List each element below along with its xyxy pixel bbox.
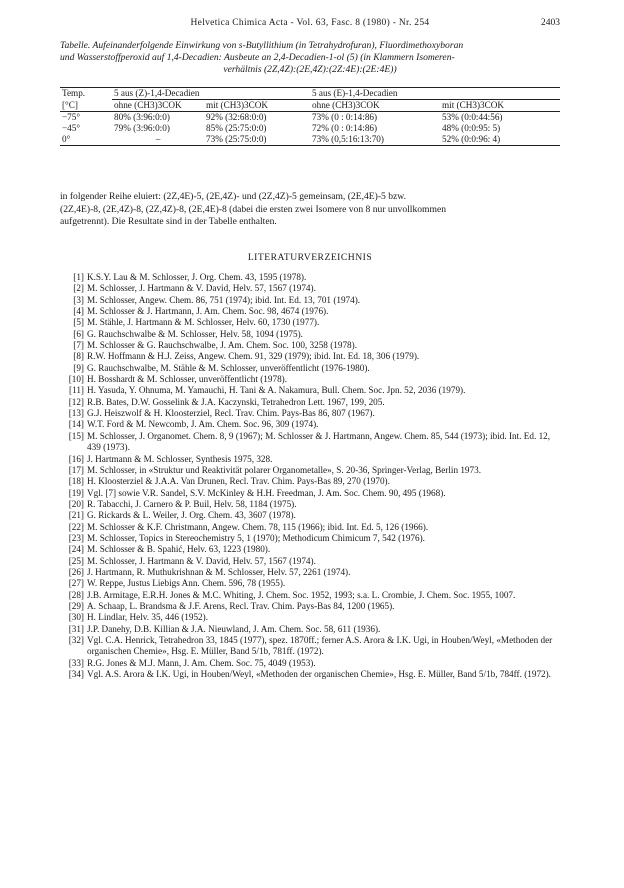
table-cell: 92% (32:68:0:0) xyxy=(206,112,267,122)
reference-number: [27] xyxy=(68,578,84,589)
reference-text: M. Schlosser, J. Organomet. Chem. 8, 9 (1967); M. Schlosser & J. Hartmann, Angew. Chem. 85, 544 (1973); ibid. Int. Ed. 12, 439 (1973). xyxy=(87,430,551,453)
reference-item xyxy=(60,533,560,544)
reference-number: [21] xyxy=(68,510,84,521)
reference-item xyxy=(60,408,560,419)
reference-number: [34] xyxy=(68,669,84,680)
table-cell: 79% (3:96:0:0) xyxy=(114,123,170,133)
reference-item xyxy=(60,306,560,317)
page-number: 2403 xyxy=(541,18,560,28)
reference-item xyxy=(60,397,560,408)
paragraph-line: aufgetrennt). Die Resultate sind in der Tabelle enthalten. xyxy=(60,216,277,227)
reference-number: [18] xyxy=(68,476,84,487)
table-header-row xyxy=(60,100,560,112)
reference-item xyxy=(60,465,560,476)
reference-text: M. Schlosser & K.F. Christmann, Angew. Chem. 78, 115 (1966); ibid. Int. Ed. 5, 126 (1966). xyxy=(87,521,429,532)
reference-number: [8] xyxy=(73,351,84,362)
reference-number: [33] xyxy=(68,657,84,668)
table-cell: 73% (25:75:0:0) xyxy=(204,134,310,146)
column-header: mit (CH3)3COK xyxy=(440,100,560,112)
reference-text: M. Schlosser, J. Hartmann & V. David, Helv. 57, 1567 (1974). xyxy=(87,555,316,566)
reference-number: [11] xyxy=(69,385,84,396)
reference-item xyxy=(60,317,560,328)
reference-text: M. Schlosser & J. Hartmann, J. Am. Chem. Soc. 98, 4674 (1976). xyxy=(87,306,329,317)
body-paragraph xyxy=(60,191,560,229)
reference-text: R.B. Bates, D.W. Gosselink & J.A. Kaczynski, Tetrahedron Lett. 1967, 199, 205. xyxy=(87,396,385,407)
reference-text: M. Stähle, J. Hartmann & M. Schlosser, Helv. 60, 1730 (1977). xyxy=(87,317,320,328)
reference-item xyxy=(60,476,560,487)
table-row xyxy=(60,134,560,146)
reference-number: [14] xyxy=(68,419,84,430)
paragraph-line: in folgender Reihe eluiert: (2Z,4E)-5, (2E,4Z)- und (2Z,4Z)-5 gemeinsam, (2E,4E)-5 bzw. xyxy=(60,191,406,202)
reference-text: J. Hartmann & M. Schlosser, Synthesis 1975, 328. xyxy=(87,453,273,464)
table-cell: −75° xyxy=(62,112,81,122)
reference-text: M. Schlosser & B. Spahić, Helv. 63, 1223 (1980). xyxy=(87,544,271,555)
reference-text: J.P. Danehy, D.B. Killian & J.A. Nieuwland, J. Am. Chem. Soc. 58, 611 (1936). xyxy=(87,623,381,634)
reference-number: [6] xyxy=(73,328,84,339)
caption-line: und Wasserstoffperoxid auf 1,4-Decadien: Ausbeute an 2,4-Decadien-1-ol (5) (in Klammern Isomeren- xyxy=(60,52,455,63)
table-cell: – xyxy=(112,134,204,146)
table-caption xyxy=(60,40,560,76)
column-header: Temp. xyxy=(60,88,112,100)
reference-text: J. Hartmann, R. Muthukrishnan & M. Schlosser, Helv. 57, 2261 (1974). xyxy=(87,566,351,577)
reference-number: [16] xyxy=(68,453,84,464)
paragraph-line: (2Z,4E)-8, (2E,4Z)-8, (2Z,4Z)-8, (2E,4E)-8 (dabei die ersten zwei Isomere von 8 nur unvollkommen xyxy=(60,203,447,215)
caption-line: verhältnis (2Z,4Z):(2E,4Z):(2Z:4E):(2E:4E)) xyxy=(223,64,397,75)
references-heading: LITERATURVERZEICHNIS xyxy=(247,252,373,263)
reference-item xyxy=(60,567,560,578)
reference-text: Vgl. [7] sowie V.R. Sandel, S.V. McKinley & H.H. Freedman, J. Am. Soc. Chem. 90, 495 (1968). xyxy=(87,487,446,498)
reference-text: M. Schlosser, in «Struktur und Reaktivität polarer Organometalle», S. 20-36, Springer-Verlag, Berlin 1973. xyxy=(87,464,482,475)
reference-number: [22] xyxy=(68,521,84,532)
table-row xyxy=(60,112,560,124)
reference-item xyxy=(60,351,560,362)
reference-item xyxy=(60,329,560,340)
reference-item xyxy=(60,669,560,680)
table-cell: 85% (25:75:0:0) xyxy=(206,123,267,133)
journal-title: Helvetica Chimica Acta - Vol. 63, Fasc. 8 (1980) - Nr. 254 xyxy=(190,18,430,28)
reference-text: H. Kloosterziel & J.A.A. Van Drunen, Recl. Trav. Chim. Pays-Bas 89, 270 (1970). xyxy=(87,476,390,487)
reference-text: K.S.Y. Lau & M. Schlosser, J. Org. Chem. 43, 1595 (1978). xyxy=(87,272,307,282)
table-cell: 72% (0 : 0:14:86) xyxy=(312,123,378,133)
reference-text: H. Bosshardt & M. Schlosser, unveröffentlicht (1978). xyxy=(87,374,288,385)
reference-number: [31] xyxy=(68,623,84,634)
column-header: ohne (CH3)3COK xyxy=(112,100,204,112)
reference-item xyxy=(60,499,560,510)
reference-text: M. Schlosser, J. Hartmann & V. David, Helv. 57, 1567 (1974). xyxy=(87,283,316,294)
reference-item xyxy=(60,544,560,555)
reference-text: W. Reppe, Justus Liebigs Ann. Chem. 596, 78 (1955). xyxy=(87,578,286,589)
reference-item xyxy=(60,454,560,465)
reference-text: Vgl. C.A. Henrick, Tetrahedron 33, 1845 (1977), spez. 1870ff.; ferner A.S. Arora & I.K. Ugi, in Houben/Weyl, «Methoden der organischen Chemie», Hsg. E. Müller, Band 5/1b, 781ff. (1972). xyxy=(87,635,553,657)
reference-number: [26] xyxy=(68,566,84,577)
reference-number: [19] xyxy=(68,487,84,498)
table-cell: −45° xyxy=(62,123,81,133)
reference-item xyxy=(60,624,560,635)
reference-number: [28] xyxy=(68,589,84,600)
reference-number: [4] xyxy=(73,306,84,317)
reference-text: H. Lindlar, Helv. 35, 446 (1952). xyxy=(87,612,209,623)
table-cell: 52% (0:0:96: 4) xyxy=(440,134,560,146)
reference-number: [13] xyxy=(68,408,84,419)
reference-text: H. Yasuda, Y. Ohnuma, M. Yamauchi, H. Tani & A. Nakamura, Bull. Chem. Soc. Jpn. 52, 2036 (1979). xyxy=(87,385,466,396)
reference-text: G.J. Heiszwolf & H. Kloosterziel, Recl. Trav. Chim. Pays-Bas 86, 807 (1967). xyxy=(87,408,375,419)
column-header: 5 aus (E)-1,4-Decadien xyxy=(310,88,560,100)
reference-item xyxy=(60,488,560,499)
reference-number: [10] xyxy=(68,374,84,385)
reference-text: R. Tabacchi, J. Carnero & P. Buil, Helv. 58, 1184 (1975). xyxy=(87,498,297,509)
reference-number: [3] xyxy=(73,294,84,305)
reference-number: [9] xyxy=(73,362,84,373)
running-header xyxy=(60,18,560,32)
reference-text: Vgl. A.S. Arora & I.K. Ugi, in Houben/Weyl, «Methoden der organischen Chemie», Hsg. E. Müller, Band 5/1b, 784ff. (1972). xyxy=(87,669,551,680)
reference-number: [1] xyxy=(73,272,84,282)
table-cell: 48% (0:0:95: 5) xyxy=(442,123,501,133)
column-header: [°C] xyxy=(60,100,112,112)
reference-item xyxy=(60,363,560,374)
reference-item xyxy=(60,578,560,589)
reference-number: [2] xyxy=(73,283,84,294)
reference-item xyxy=(60,295,560,306)
reference-number: [5] xyxy=(73,317,84,328)
reference-text: R.W. Hoffmann & H.J. Zeiss, Angew. Chem. 91, 329 (1979); ibid. Int. Ed. 18, 306 (1979). xyxy=(87,351,420,362)
reference-number: [30] xyxy=(68,612,84,623)
reference-item xyxy=(60,612,560,623)
table-cell: 73% (0,5:16:13:70) xyxy=(310,134,440,146)
reference-item xyxy=(60,272,560,283)
reference-item xyxy=(60,340,560,351)
table-cell: 80% (3:96:0:0) xyxy=(114,112,170,122)
table-cell: 53% (0:0:44:56) xyxy=(442,112,503,122)
reference-item xyxy=(60,635,560,658)
reference-item xyxy=(60,590,560,601)
reference-text: M. Schlosser & G. Rauchschwalbe, J. Am. Chem. Soc. 100, 3258 (1978). xyxy=(87,340,357,351)
reference-item xyxy=(60,385,560,396)
reference-number: [7] xyxy=(73,340,84,351)
reference-text: G. Rauchschwalbe, M. Stähle & M. Schlosser, unveröffentlicht (1976-1980). xyxy=(87,362,370,373)
reference-item xyxy=(60,658,560,669)
reference-item xyxy=(60,431,560,454)
reference-item xyxy=(60,522,560,533)
reference-text: A. Schaap, L. Brandsma & J.F. Arens, Recl. Trav. Chim. Pays-Bas 84, 1200 (1965). xyxy=(87,600,395,611)
reference-number: [15] xyxy=(68,430,84,441)
table-header-row xyxy=(60,88,560,100)
reference-number: [29] xyxy=(68,600,84,611)
column-header: mit (CH3)3COK xyxy=(204,100,310,112)
reference-text: G. Rickards & L. Weiler, J. Org. Chem. 43, 3607 (1978). xyxy=(87,510,296,521)
reference-number: [20] xyxy=(68,498,84,509)
reference-item xyxy=(60,601,560,612)
table-row xyxy=(60,123,560,134)
table-cell: 73% (0 : 0:14:86) xyxy=(312,112,378,122)
reference-text: G. Rauchschwalbe & M. Schlosser, Helv. 58, 1094 (1975). xyxy=(87,328,303,339)
reference-item xyxy=(60,374,560,385)
column-header: 5 aus (Z)-1,4-Decadien xyxy=(112,88,310,100)
reference-item xyxy=(60,419,560,430)
results-table xyxy=(60,87,560,146)
reference-text: R.G. Jones & M.J. Mann, J. Am. Chem. Soc. 75, 4049 (1953). xyxy=(87,657,316,668)
reference-text: M. Schlosser, Topics in Stereochemistry 5, 1 (1970); Methodicum Chimicum 7, 542 (1976). xyxy=(87,532,425,543)
reference-number: [24] xyxy=(68,544,84,555)
column-header: ohne (CH3)3COK xyxy=(310,100,440,112)
reference-text: J.B. Armitage, E.R.H. Jones & M.C. Whiting, J. Chem. Soc. 1952, 1993; s.a. L. Crombie, J. Chem. Soc. 1955, 1007. xyxy=(87,589,516,600)
reference-number: [23] xyxy=(68,532,84,543)
reference-text: W.T. Ford & M. Newcomb, J. Am. Chem. Soc. 96, 309 (1974). xyxy=(87,419,319,430)
caption-line: Tabelle. Aufeinanderfolgende Einwirkung von s-Butyllithium (in Tetrahydrofuran), Fluordimethoxyboran xyxy=(60,40,464,51)
reference-number: [32] xyxy=(68,635,84,645)
reference-text: M. Schlosser, Angew. Chem. 86, 751 (1974); ibid. Int. Ed. 13, 701 (1974). xyxy=(87,294,361,305)
reference-number: [12] xyxy=(68,396,84,407)
reference-list xyxy=(60,272,560,680)
reference-item xyxy=(60,510,560,521)
reference-number: [17] xyxy=(68,464,84,475)
reference-item xyxy=(60,556,560,567)
reference-item xyxy=(60,283,560,294)
table-cell: 0° xyxy=(60,134,112,146)
reference-number: [25] xyxy=(68,555,84,566)
